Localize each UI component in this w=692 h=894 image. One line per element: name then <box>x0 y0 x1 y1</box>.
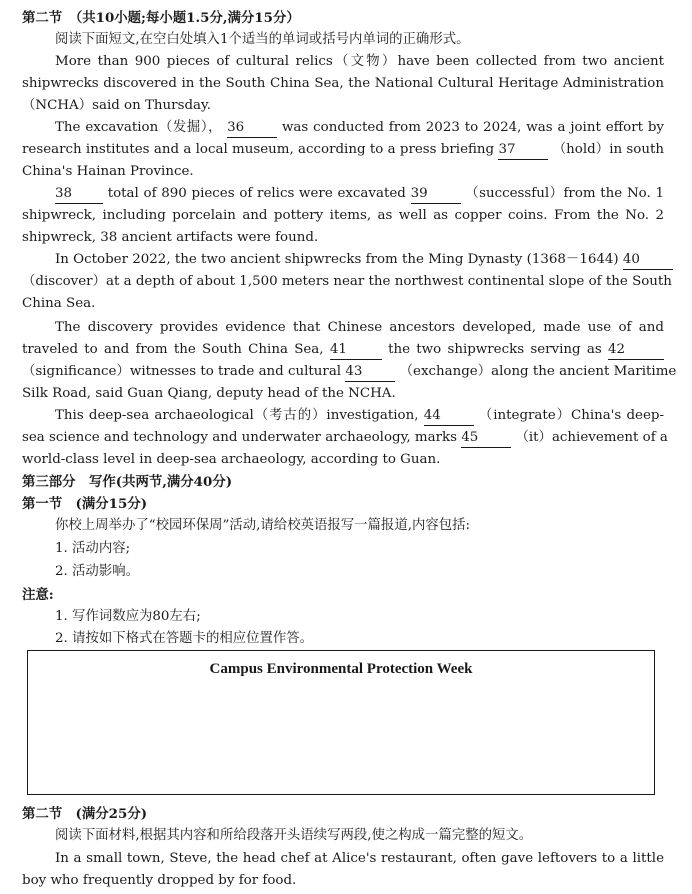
passage-text: research institutes and a local museum, according to a press briefing <box>22 142 495 157</box>
writing2-header: 第二节 (满分25分) <box>22 806 148 822</box>
note-1: 1. 写作词数应为80左右; <box>55 609 201 624</box>
passage-line <box>55 249 664 271</box>
part3-header: 第三部分 写作(共两节,满分40分) <box>22 474 233 490</box>
blank-37[interactable]: 37 <box>498 141 548 160</box>
passage-text: traveled to and from the South China Sea, <box>22 342 324 357</box>
blank-38[interactable]: 38 <box>55 185 103 204</box>
passage-line <box>22 139 664 161</box>
passage-line: China Sea. <box>22 296 96 311</box>
blank-36[interactable]: 36 <box>227 119 277 138</box>
passage-text: （exchange）along the ancient Maritime <box>399 364 677 379</box>
passage-text: total of 890 pieces of relics were excavated <box>107 186 406 201</box>
blank-40[interactable]: 40 <box>623 251 673 270</box>
passage-line <box>22 361 677 383</box>
blank-41[interactable]: 41 <box>330 341 382 360</box>
passage-line: China's Hainan Province. <box>22 164 194 179</box>
notes-label: 注意: <box>22 587 54 603</box>
passage-text: （it）achievement of a <box>515 430 668 445</box>
answer-box[interactable] <box>27 650 655 795</box>
passage-line <box>55 117 664 139</box>
passage-text: In October 2022, the two ancient shipwrecks from the Ming Dynasty (1368－1644) <box>55 252 619 267</box>
passage-text: （hold）in south <box>552 142 664 157</box>
answer-box-title: Campus Environmental Protection Week <box>209 661 473 677</box>
passage-text: （successful）from the No. 1 <box>465 186 664 201</box>
writing1-point-1: 1. 活动内容; <box>55 541 131 556</box>
passage-text: （significance）witnesses to trade and cultural <box>22 364 342 379</box>
passage-text: （integrate）China's deep- <box>478 408 664 423</box>
passage-text: The excavation（发掘）， <box>55 120 223 135</box>
passage-text: This deep-sea archaeological（考古的）investigation, <box>55 408 419 423</box>
passage-text: the two shipwrecks serving as <box>388 342 602 357</box>
passage-text: was conducted from 2023 to 2024, was a joint effort by <box>281 120 664 135</box>
passage-line <box>55 183 664 205</box>
blank-42[interactable]: 42 <box>608 341 664 360</box>
passage-line: shipwreck, including porcelain and pottery items, as well as copper coins. From the No. 2 <box>22 208 664 223</box>
writing2-instruction: 阅读下面材料,根据其内容和所给段落开头语续写两段,使之构成一篇完整的短文。 <box>55 828 533 843</box>
story-line: In a small town, Steve, the head chef at Alice's restaurant, often gave leftovers to a little <box>55 851 664 866</box>
writing1-prompt: 你校上周举办了“校园环保周”活动,请给校英语报写一篇报道,内容包括: <box>55 518 471 533</box>
blank-44[interactable]: 44 <box>424 407 474 426</box>
blank-45[interactable]: 45 <box>461 429 511 448</box>
writing1-point-2: 2. 活动影响。 <box>55 564 139 579</box>
story-line: boy who frequently dropped by for food. <box>22 873 297 888</box>
writing1-header: 第一节 (满分15分) <box>22 496 148 512</box>
blank-39[interactable]: 39 <box>411 185 461 204</box>
passage-line: The discovery provides evidence that Chinese ancestors developed, made use of and <box>55 320 664 335</box>
passage-line: shipwreck, 38 ancient artifacts were found. <box>22 230 319 245</box>
passage-text: sea science and technology and underwater archaeology, marks <box>22 430 457 445</box>
section2-header: 第二节 （共10小题;每小题1.5分,满分15分） <box>22 10 300 26</box>
passage-line <box>22 339 664 361</box>
blank-43[interactable]: 43 <box>345 363 395 382</box>
note-2: 2. 请按如下格式在答题卡的相应位置作答。 <box>55 631 314 646</box>
passage-line: shipwrecks discovered in the South China Sea, the National Cultural Heritage Administration <box>22 76 664 91</box>
passage-line: More than 900 pieces of cultural relics（文物）have been collected from two ancient <box>55 54 664 69</box>
passage-line: （discover）at a depth of about 1,500 meters near the northwest continental slope of the South <box>22 274 672 289</box>
passage-line: Silk Road, said Guan Qiang, deputy head of the NCHA. <box>22 386 396 401</box>
passage-line <box>55 405 664 427</box>
passage-line: world-class level in deep-sea archaeology, according to Guan. <box>22 452 441 467</box>
passage-line: （NCHA）said on Thursday. <box>22 98 212 113</box>
section2-instruction: 阅读下面短文,在空白处填入1个适当的单词或括号内单词的正确形式。 <box>55 32 470 47</box>
passage-line <box>22 427 668 449</box>
